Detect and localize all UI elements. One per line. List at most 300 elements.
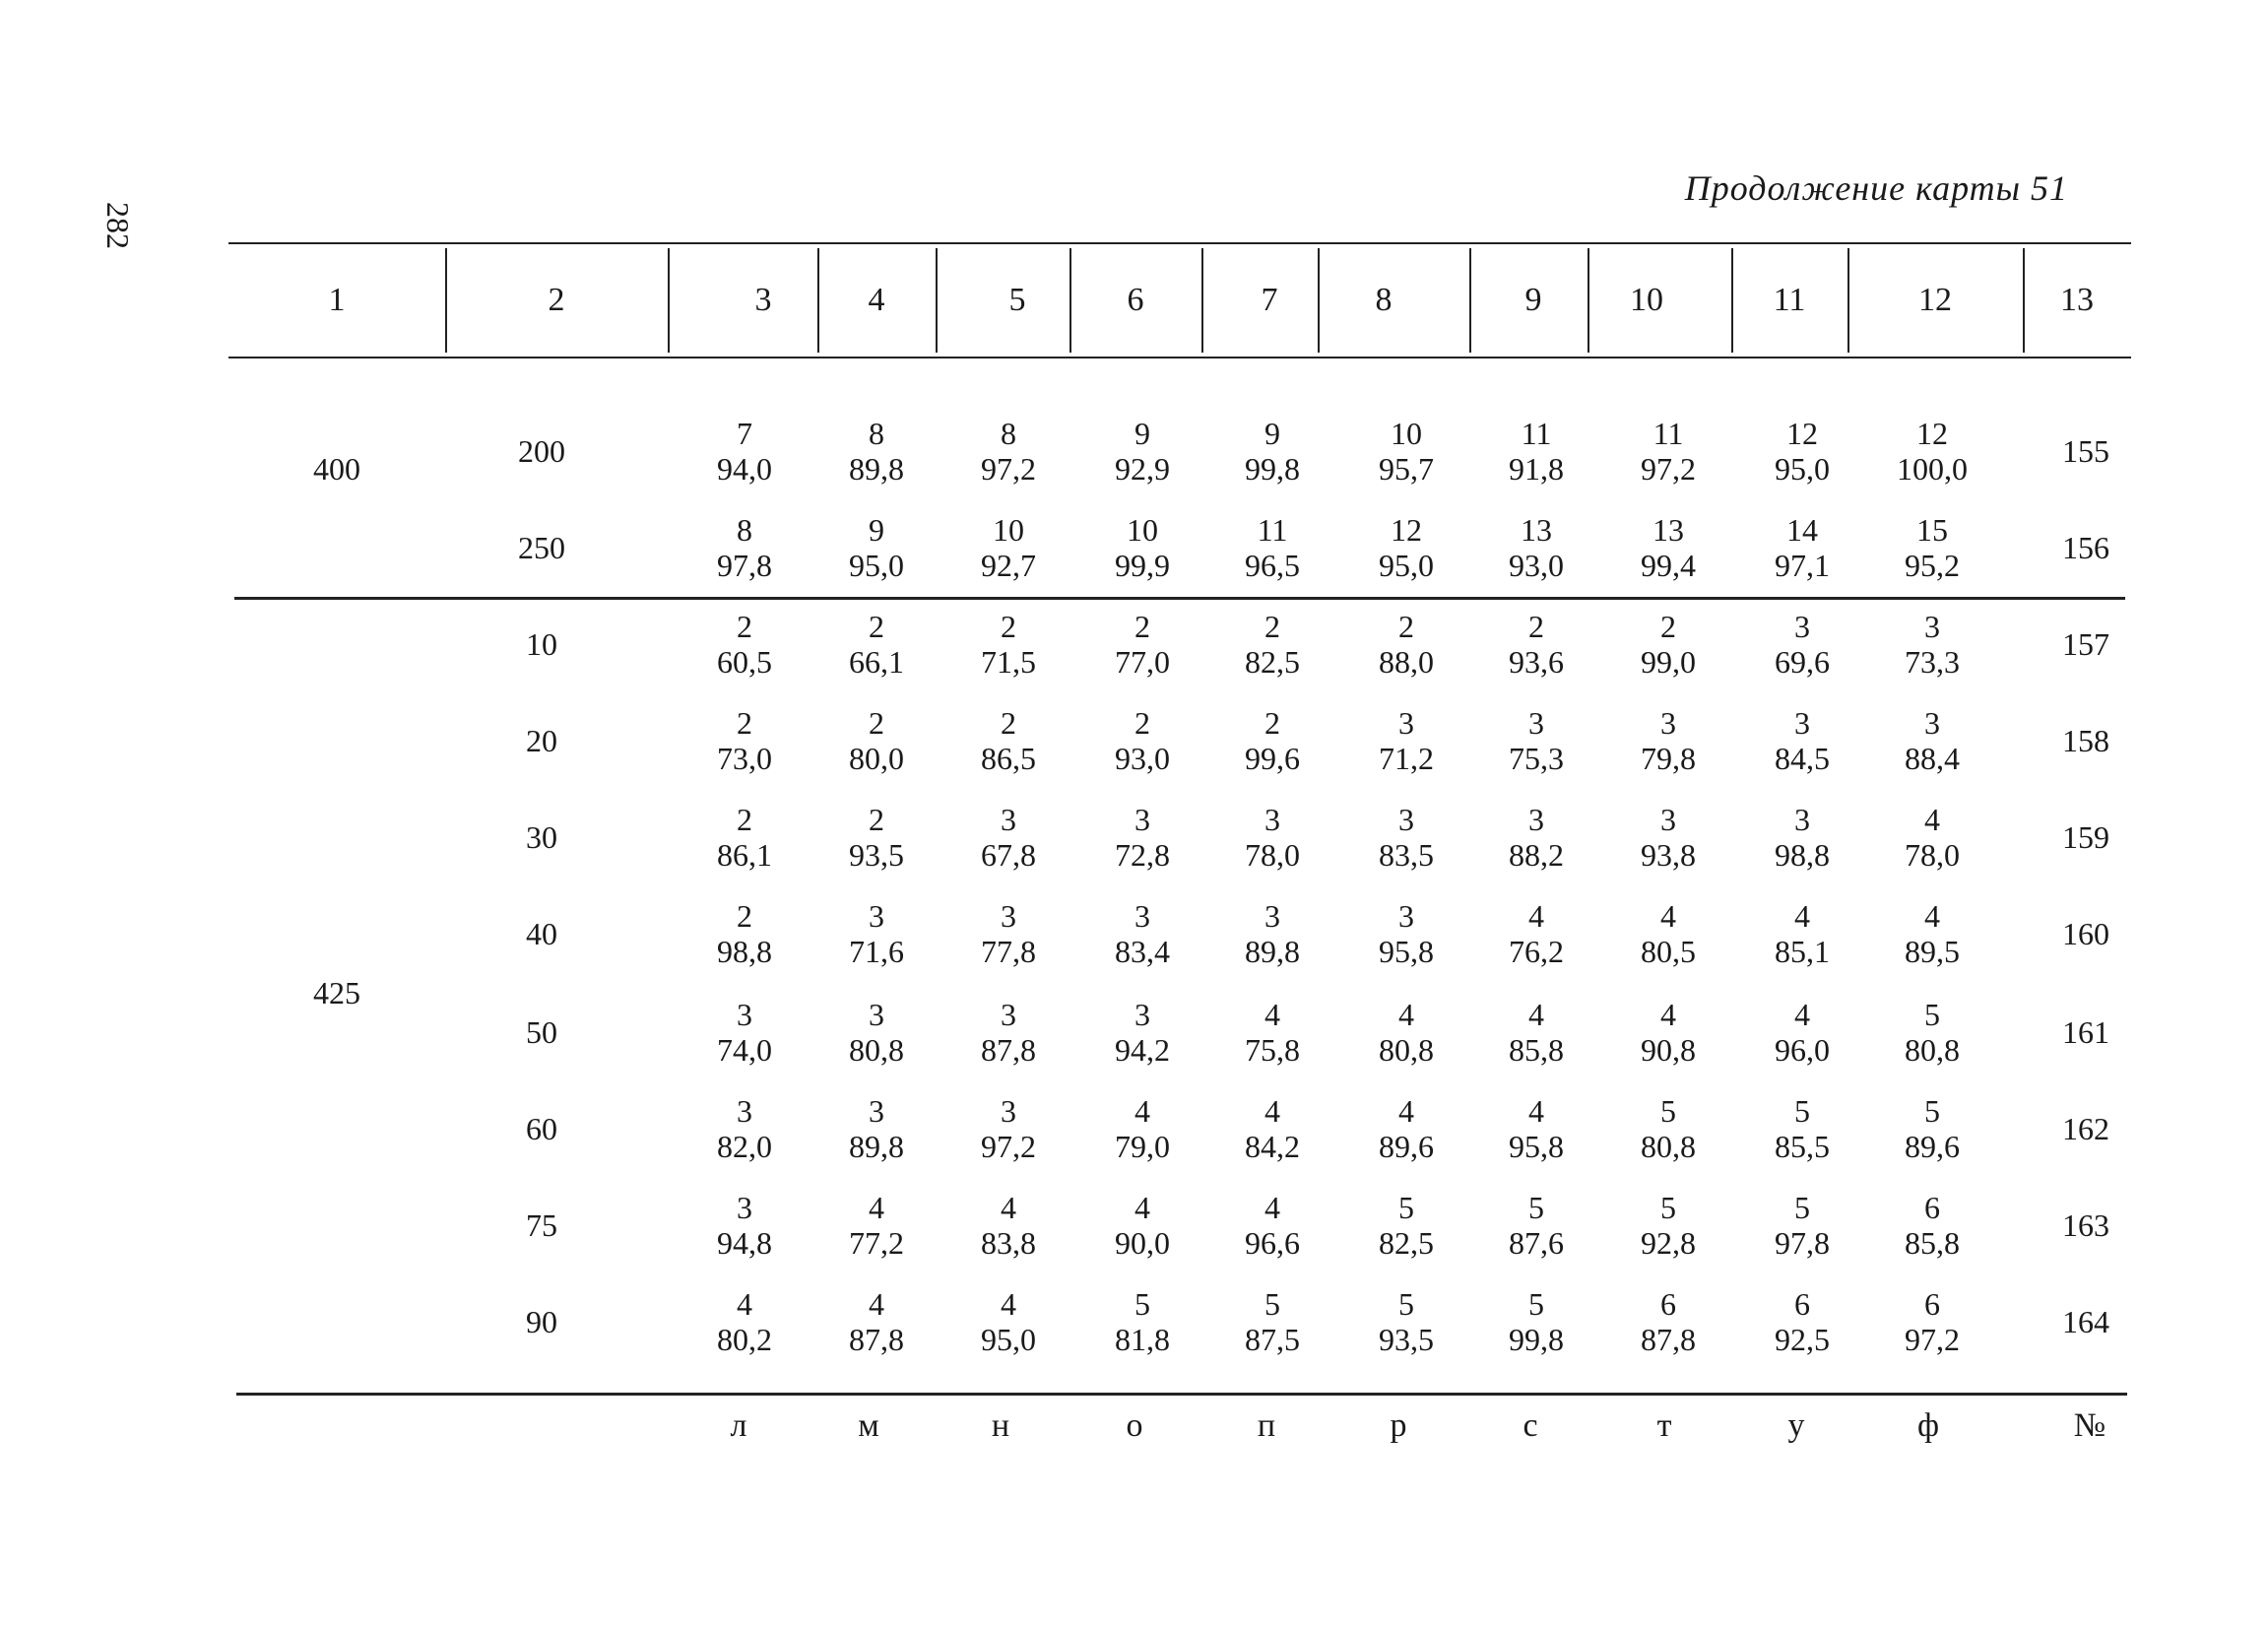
table-cell xyxy=(1332,1190,1480,1261)
cell-value: 99,8 xyxy=(1245,451,1300,487)
header-divider xyxy=(936,248,938,353)
table-cell xyxy=(1199,802,1346,873)
cell-value: 97,2 xyxy=(1905,1322,1960,1357)
cell-value: 78,0 xyxy=(1905,837,1960,873)
header-cell: 1 xyxy=(328,282,346,318)
page-number: 282 xyxy=(100,202,136,249)
cell-value: 97,2 xyxy=(1641,451,1696,487)
footer-letter: ф xyxy=(1916,1407,1940,1444)
cell-value: 77,2 xyxy=(849,1225,904,1261)
cell-count: 2 xyxy=(1398,609,1414,644)
header-cell: 6 xyxy=(1127,282,1144,318)
table-cell xyxy=(1332,416,1480,487)
cell-count: 3 xyxy=(1001,997,1016,1032)
cell-count: 4 xyxy=(1134,1190,1150,1225)
cell-value: 95,8 xyxy=(1509,1129,1564,1164)
cell-value: 96,6 xyxy=(1245,1225,1300,1261)
table-cell xyxy=(1462,1093,1610,1164)
cell-value: 89,5 xyxy=(1905,934,1960,969)
table-cell xyxy=(671,512,818,583)
cell-count: 12 xyxy=(1916,416,1948,451)
cell-value: 79,0 xyxy=(1115,1129,1170,1164)
table-cell xyxy=(803,1093,950,1164)
cell-value: 89,6 xyxy=(1379,1129,1434,1164)
cell-count: 3 xyxy=(1660,802,1676,837)
header-divider xyxy=(668,248,670,353)
table-cell xyxy=(1858,416,2006,487)
cell-count: 4 xyxy=(1398,1093,1414,1129)
header-cell: 13 xyxy=(2060,282,2094,318)
cell-value: 71,2 xyxy=(1379,741,1434,776)
table-cell xyxy=(1858,512,2006,583)
cell-count: 3 xyxy=(1924,705,1940,741)
cell-count: 12 xyxy=(1391,512,1422,548)
table-cell xyxy=(1332,997,1480,1068)
cell-value: 73,3 xyxy=(1905,644,1960,680)
cell-count: 6 xyxy=(1924,1190,1940,1225)
table-cell xyxy=(1858,1286,2006,1357)
cell-value: 97,2 xyxy=(981,1129,1036,1164)
cell-value: 87,5 xyxy=(1245,1322,1300,1357)
cell-count: 4 xyxy=(869,1190,884,1225)
header-bottom-rule xyxy=(228,357,2131,358)
table-cell xyxy=(1462,1286,1610,1357)
table-cell xyxy=(1594,512,1742,583)
header-cell: 8 xyxy=(1375,282,1393,318)
cell-count: 3 xyxy=(1134,802,1150,837)
cell-count: 5 xyxy=(1528,1190,1544,1225)
table-cell xyxy=(1069,1190,1216,1261)
table-cell xyxy=(1199,512,1346,583)
cell-value: 89,8 xyxy=(849,1129,904,1164)
cell-count: 3 xyxy=(1001,802,1016,837)
table-cell xyxy=(1069,705,1216,776)
table-cell xyxy=(1199,416,1346,487)
cell-value: 88,2 xyxy=(1509,837,1564,873)
cell-value: 86,1 xyxy=(717,837,772,873)
cell-count: 4 xyxy=(1528,1093,1544,1129)
cell-value: 89,8 xyxy=(1245,934,1300,969)
table-cell xyxy=(671,609,818,680)
row-number: 160 xyxy=(2062,916,2109,951)
cell-count: 3 xyxy=(1264,802,1280,837)
cell-count: 9 xyxy=(1134,416,1150,451)
table-cell xyxy=(1462,416,1610,487)
table-cell xyxy=(671,802,818,873)
table-cell xyxy=(935,1286,1082,1357)
table-cell xyxy=(935,997,1082,1068)
cell-value: 82,0 xyxy=(717,1129,772,1164)
cell-count: 2 xyxy=(1134,705,1150,741)
table-cell xyxy=(935,1190,1082,1261)
cell-value: 85,1 xyxy=(1775,934,1830,969)
table-cell xyxy=(671,1093,818,1164)
cell-count: 5 xyxy=(1398,1286,1414,1322)
cell-value: 94,0 xyxy=(717,451,772,487)
table-cell xyxy=(935,416,1082,487)
cell-count: 4 xyxy=(1264,1190,1280,1225)
table-cell xyxy=(1199,705,1346,776)
cell-value: 85,8 xyxy=(1509,1032,1564,1068)
cell-value: 99,4 xyxy=(1641,548,1696,583)
cell-count: 5 xyxy=(1924,997,1940,1032)
cell-count: 9 xyxy=(1264,416,1280,451)
cell-value: 95,0 xyxy=(1775,451,1830,487)
table-cell xyxy=(1332,898,1480,969)
group-label: 425 xyxy=(313,975,360,1010)
cell-value: 88,0 xyxy=(1379,644,1434,680)
row-label-col2: 75 xyxy=(526,1207,557,1243)
table-cell xyxy=(935,1093,1082,1164)
cell-count: 3 xyxy=(1660,705,1676,741)
row-label-col2: 90 xyxy=(526,1304,557,1339)
cell-value: 93,5 xyxy=(1379,1322,1434,1357)
row-number: 162 xyxy=(2062,1111,2109,1146)
table-cell xyxy=(1728,416,1876,487)
cell-value: 80,8 xyxy=(1641,1129,1696,1164)
table-cell xyxy=(1069,1286,1216,1357)
cell-value: 80,0 xyxy=(849,741,904,776)
cell-count: 2 xyxy=(737,802,752,837)
table-cell xyxy=(1462,997,1610,1068)
table-cell xyxy=(1462,1190,1610,1261)
cell-count: 2 xyxy=(1134,609,1150,644)
table-cell xyxy=(1594,1190,1742,1261)
cell-value: 73,0 xyxy=(717,741,772,776)
table-cell xyxy=(1069,609,1216,680)
cell-value: 90,0 xyxy=(1115,1225,1170,1261)
cell-count: 3 xyxy=(1794,802,1810,837)
cell-count: 5 xyxy=(1660,1190,1676,1225)
cell-count: 2 xyxy=(869,705,884,741)
cell-count: 3 xyxy=(1001,1093,1016,1129)
header-cell: 2 xyxy=(548,282,565,318)
footer-letter: н xyxy=(991,1407,1010,1444)
cell-value: 71,5 xyxy=(981,644,1036,680)
cell-count: 11 xyxy=(1257,512,1288,548)
cell-value: 99,6 xyxy=(1245,741,1300,776)
cell-value: 95,7 xyxy=(1379,451,1434,487)
cell-count: 5 xyxy=(1660,1093,1676,1129)
cell-count: 2 xyxy=(1001,609,1016,644)
cell-count: 4 xyxy=(1924,802,1940,837)
cell-value: 77,0 xyxy=(1115,644,1170,680)
cell-count: 5 xyxy=(1264,1286,1280,1322)
cell-value: 82,5 xyxy=(1379,1225,1434,1261)
row-number: 161 xyxy=(2062,1014,2109,1050)
table-cell xyxy=(803,898,950,969)
cell-value: 96,5 xyxy=(1245,548,1300,583)
table-cell xyxy=(1462,898,1610,969)
cell-value: 66,1 xyxy=(849,644,904,680)
table-cell xyxy=(1199,1093,1346,1164)
row-number: 163 xyxy=(2062,1207,2109,1243)
table-cell xyxy=(1069,416,1216,487)
table-cell xyxy=(1728,1190,1876,1261)
table-cell xyxy=(803,416,950,487)
footer-letter: м xyxy=(858,1407,879,1444)
cell-value: 84,5 xyxy=(1775,741,1830,776)
cell-count: 2 xyxy=(737,705,752,741)
cell-value: 98,8 xyxy=(1775,837,1830,873)
cell-count: 3 xyxy=(1264,898,1280,934)
cell-count: 3 xyxy=(1398,705,1414,741)
cell-count: 7 xyxy=(737,416,752,451)
cell-count: 3 xyxy=(1794,705,1810,741)
table-cell xyxy=(1858,1093,2006,1164)
cell-value: 97,1 xyxy=(1775,548,1830,583)
cell-value: 95,8 xyxy=(1379,934,1434,969)
table-cell xyxy=(671,705,818,776)
cell-value: 89,6 xyxy=(1905,1129,1960,1164)
cell-count: 2 xyxy=(1264,609,1280,644)
table-cell xyxy=(1728,1093,1876,1164)
cell-value: 71,6 xyxy=(849,934,904,969)
cell-value: 93,6 xyxy=(1509,644,1564,680)
table-cell xyxy=(1594,802,1742,873)
cell-count: 3 xyxy=(1924,609,1940,644)
cell-value: 79,8 xyxy=(1641,741,1696,776)
header-cell: 4 xyxy=(868,282,885,318)
cell-value: 77,8 xyxy=(981,934,1036,969)
cell-value: 83,4 xyxy=(1115,934,1170,969)
table-cell xyxy=(1728,802,1876,873)
table-cell xyxy=(1199,898,1346,969)
cell-value: 95,2 xyxy=(1905,548,1960,583)
cell-count: 3 xyxy=(1398,802,1414,837)
table-cell xyxy=(1332,512,1480,583)
table-cell xyxy=(1594,1093,1742,1164)
cell-value: 96,0 xyxy=(1775,1032,1830,1068)
table-cell xyxy=(1199,997,1346,1068)
cell-value: 99,8 xyxy=(1509,1322,1564,1357)
cell-value: 92,8 xyxy=(1641,1225,1696,1261)
cell-value: 87,6 xyxy=(1509,1225,1564,1261)
footer-letter: у xyxy=(1787,1407,1805,1444)
cell-count: 4 xyxy=(869,1286,884,1322)
cell-value: 78,0 xyxy=(1245,837,1300,873)
table-cell xyxy=(803,1286,950,1357)
cell-value: 76,2 xyxy=(1509,934,1564,969)
cell-count: 13 xyxy=(1652,512,1684,548)
table-cell xyxy=(1462,802,1610,873)
row-label-col2: 60 xyxy=(526,1111,557,1146)
header-cell: 5 xyxy=(1008,282,1026,318)
cell-value: 93,8 xyxy=(1641,837,1696,873)
table-cell xyxy=(1858,997,2006,1068)
cell-value: 92,9 xyxy=(1115,451,1170,487)
cell-value: 81,8 xyxy=(1115,1322,1170,1357)
table-cell xyxy=(1069,898,1216,969)
cell-value: 93,0 xyxy=(1115,741,1170,776)
footer-letter: № xyxy=(2073,1407,2106,1444)
cell-count: 10 xyxy=(993,512,1024,548)
cell-value: 99,9 xyxy=(1115,548,1170,583)
cell-value: 86,5 xyxy=(981,741,1036,776)
cell-count: 15 xyxy=(1916,512,1948,548)
cell-value: 91,8 xyxy=(1509,451,1564,487)
cell-count: 3 xyxy=(1398,898,1414,934)
table-cell xyxy=(671,1286,818,1357)
cell-count: 9 xyxy=(869,512,884,548)
cell-value: 87,8 xyxy=(1641,1322,1696,1357)
row-number: 158 xyxy=(2062,723,2109,758)
cell-count: 2 xyxy=(1264,705,1280,741)
table-cell xyxy=(671,898,818,969)
cell-count: 2 xyxy=(1001,705,1016,741)
cell-count: 4 xyxy=(1001,1286,1016,1322)
table-cell xyxy=(935,898,1082,969)
cell-count: 5 xyxy=(1794,1190,1810,1225)
cell-value: 90,8 xyxy=(1641,1032,1696,1068)
row-label-col2: 40 xyxy=(526,916,557,951)
cell-count: 2 xyxy=(737,609,752,644)
cell-value: 95,0 xyxy=(981,1322,1036,1357)
row-number: 157 xyxy=(2062,626,2109,662)
table-cell xyxy=(1594,997,1742,1068)
row-label-col2: 250 xyxy=(518,530,565,565)
header-cell: 3 xyxy=(754,282,772,318)
cell-value: 94,2 xyxy=(1115,1032,1170,1068)
cell-count: 4 xyxy=(1134,1093,1150,1129)
row-number: 164 xyxy=(2062,1304,2109,1339)
cell-value: 69,6 xyxy=(1775,644,1830,680)
footer-letter: о xyxy=(1126,1407,1143,1444)
cell-count: 4 xyxy=(1794,898,1810,934)
cell-count: 5 xyxy=(1398,1190,1414,1225)
table-cell xyxy=(1858,705,2006,776)
cell-value: 92,5 xyxy=(1775,1322,1830,1357)
table-cell xyxy=(1728,609,1876,680)
group-label: 400 xyxy=(313,451,360,487)
table-cell xyxy=(1332,609,1480,680)
row-label-col2: 200 xyxy=(518,433,565,469)
table-cell xyxy=(1069,1093,1216,1164)
table-cell xyxy=(1199,1190,1346,1261)
cell-count: 3 xyxy=(737,997,752,1032)
table-cell xyxy=(1199,1286,1346,1357)
cell-count: 3 xyxy=(1001,898,1016,934)
cell-value: 60,5 xyxy=(717,644,772,680)
cell-value: 67,8 xyxy=(981,837,1036,873)
cell-count: 3 xyxy=(869,1093,884,1129)
cell-count: 4 xyxy=(1924,898,1940,934)
cell-value: 93,0 xyxy=(1509,548,1564,583)
cell-value: 89,8 xyxy=(849,451,904,487)
page-caption: Продолжение карты 51 xyxy=(1684,168,2068,208)
table-cell xyxy=(803,609,950,680)
cell-count: 5 xyxy=(1528,1286,1544,1322)
table-bottom-rule xyxy=(236,1393,2127,1396)
cell-count: 3 xyxy=(1794,609,1810,644)
table-cell xyxy=(1594,1286,1742,1357)
table-cell xyxy=(1858,802,2006,873)
table-cell xyxy=(1594,416,1742,487)
footer-letter: р xyxy=(1390,1407,1407,1444)
footer-letter: с xyxy=(1523,1407,1538,1444)
table-cell xyxy=(803,512,950,583)
cell-value: 95,0 xyxy=(1379,548,1434,583)
cell-value: 87,8 xyxy=(849,1322,904,1357)
footer-letter: т xyxy=(1656,1407,1672,1444)
table-cell xyxy=(1069,997,1216,1068)
group-separator-rule xyxy=(234,597,2125,600)
cell-value: 98,8 xyxy=(717,934,772,969)
row-label-col2: 30 xyxy=(526,819,557,855)
footer-letter: п xyxy=(1257,1407,1276,1444)
cell-value: 83,5 xyxy=(1379,837,1434,873)
header-cell: 12 xyxy=(1918,282,1952,318)
cell-count: 3 xyxy=(1528,802,1544,837)
cell-count: 3 xyxy=(737,1093,752,1129)
cell-count: 6 xyxy=(1660,1286,1676,1322)
cell-count: 4 xyxy=(1398,997,1414,1032)
cell-count: 4 xyxy=(737,1286,752,1322)
cell-value: 97,2 xyxy=(981,451,1036,487)
cell-value: 97,8 xyxy=(717,548,772,583)
cell-value: 92,7 xyxy=(981,548,1036,583)
cell-value: 85,8 xyxy=(1905,1225,1960,1261)
table-cell xyxy=(1728,997,1876,1068)
cell-count: 5 xyxy=(1924,1093,1940,1129)
table-cell xyxy=(803,1190,950,1261)
cell-count: 6 xyxy=(1794,1286,1810,1322)
cell-count: 6 xyxy=(1924,1286,1940,1322)
table-cell xyxy=(1332,705,1480,776)
cell-count: 2 xyxy=(737,898,752,934)
cell-value: 93,5 xyxy=(849,837,904,873)
cell-count: 4 xyxy=(1264,997,1280,1032)
cell-count: 3 xyxy=(737,1190,752,1225)
cell-count: 4 xyxy=(1660,997,1676,1032)
cell-value: 80,2 xyxy=(717,1322,772,1357)
cell-count: 2 xyxy=(869,609,884,644)
row-label-col2: 50 xyxy=(526,1014,557,1050)
cell-value: 95,0 xyxy=(849,548,904,583)
cell-count: 10 xyxy=(1127,512,1158,548)
cell-value: 99,0 xyxy=(1641,644,1696,680)
cell-value: 72,8 xyxy=(1115,837,1170,873)
row-label-col2: 20 xyxy=(526,723,557,758)
table-cell xyxy=(1332,802,1480,873)
table-cell xyxy=(1332,1286,1480,1357)
table-cell xyxy=(935,609,1082,680)
header-cell: 9 xyxy=(1524,282,1542,318)
table-cell xyxy=(671,997,818,1068)
table-cell xyxy=(1728,512,1876,583)
cell-count: 5 xyxy=(1794,1093,1810,1129)
cell-count: 2 xyxy=(1660,609,1676,644)
table-cell xyxy=(1858,898,2006,969)
cell-count: 4 xyxy=(1001,1190,1016,1225)
cell-count: 3 xyxy=(1528,705,1544,741)
cell-count: 3 xyxy=(869,997,884,1032)
table-cell xyxy=(1332,1093,1480,1164)
table-cell xyxy=(1594,705,1742,776)
table-top-rule xyxy=(228,242,2131,244)
cell-count: 4 xyxy=(1264,1093,1280,1129)
table-cell xyxy=(803,802,950,873)
cell-count: 2 xyxy=(869,802,884,837)
row-number: 156 xyxy=(2062,530,2109,565)
table-cell xyxy=(1858,609,2006,680)
table-cell xyxy=(1594,898,1742,969)
cell-count: 14 xyxy=(1786,512,1818,548)
table-cell xyxy=(1728,898,1876,969)
cell-value: 80,5 xyxy=(1641,934,1696,969)
header-cell: 7 xyxy=(1261,282,1278,318)
table-cell xyxy=(1462,705,1610,776)
